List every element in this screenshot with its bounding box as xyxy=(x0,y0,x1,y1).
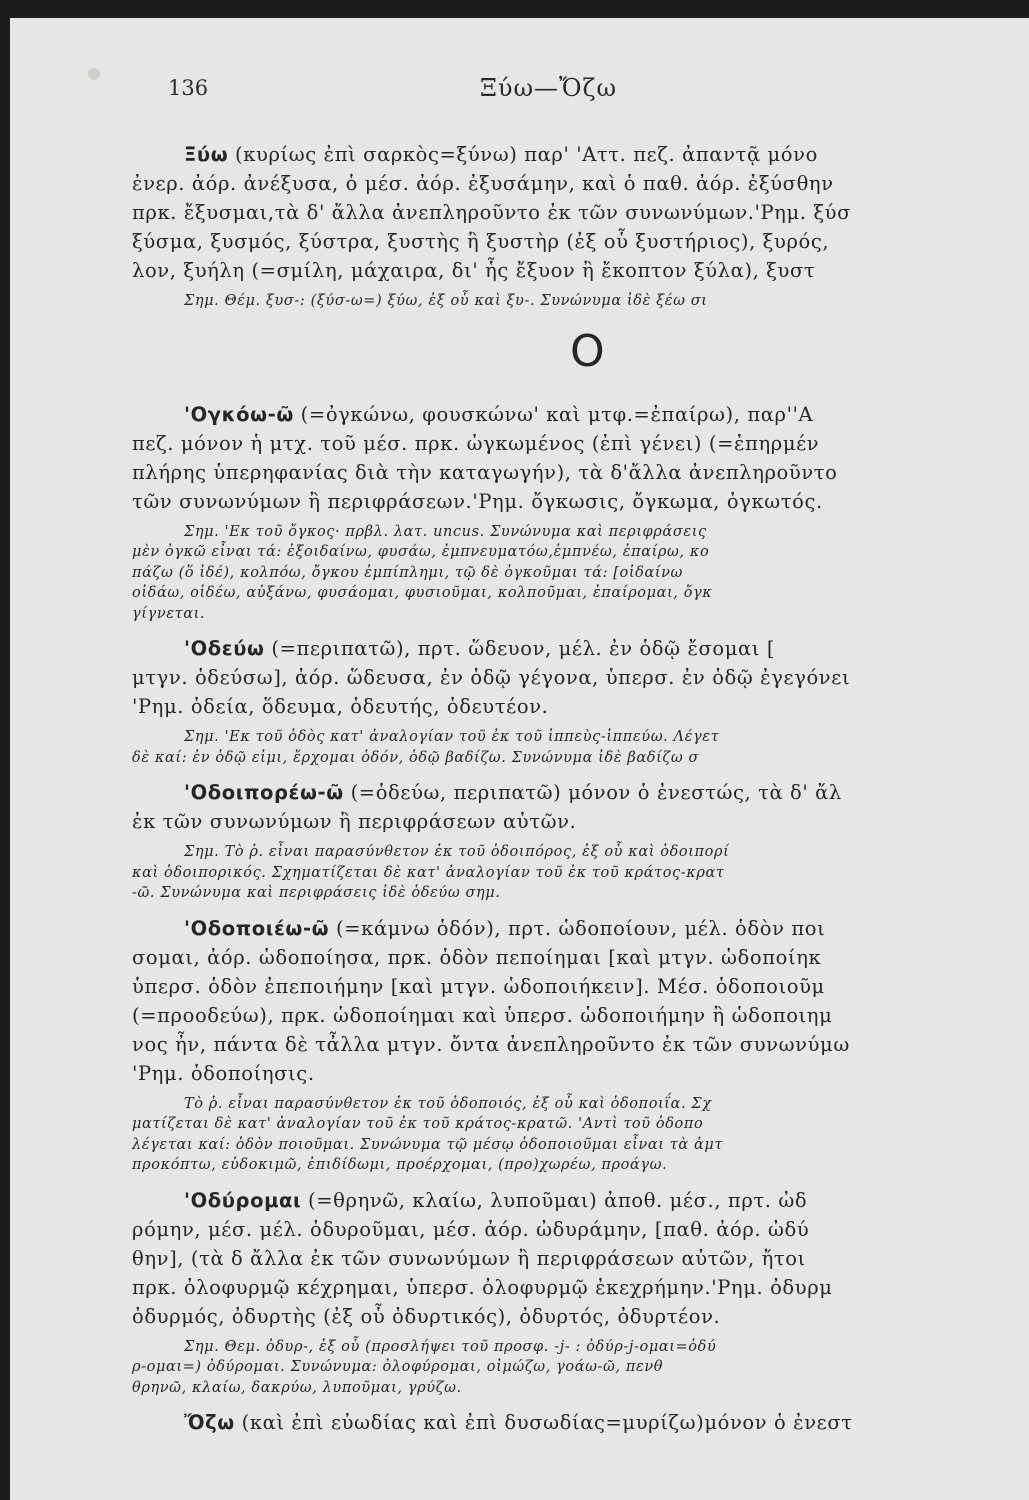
entry-line: ἐκ τῶν συνωνύμων ἢ περιφράσεων αὐτῶν. xyxy=(132,810,577,833)
entry-note xyxy=(132,727,1029,768)
entry-note xyxy=(132,842,1029,904)
dictionary-entry xyxy=(132,778,1029,904)
note-line: Σημ. 'Εκ τοῦ ὁδὸς κατ' ἀναλογίαν τοῦ ἐκ τοῦ ἱππεὺς-ἱππεύω. Λέγετ xyxy=(184,729,720,745)
headword: 'Οδοποιέω-ῶ xyxy=(184,916,330,940)
note-line: λέγεται καί: ὁδὸν ποιοῦμαι. Συνώνυμα τῷ μέσῳ ὁδοποιοῦμαι εἶναι τὰ ἁμτ xyxy=(132,1136,723,1153)
note-line: καὶ ὁδοιπορικός. Σχηματίζεται δὲ κατ' ἀναλογίαν τοῦ ἐκ τοῦ κράτος-κρατ xyxy=(132,864,725,881)
note-line: μὲν ὀγκῶ εἶναι τά: ἐξοιδαίνω, φυσάω, ἐμπνευματόω,ἐμπνέω, ἐπαίρω, κο xyxy=(132,544,710,560)
note-line: προκόπτω, εὐδοκιμῶ, ἐπιδίδωμι, προέρχομαι, (προ)χωρέω, προάγω. xyxy=(132,1157,668,1173)
page-number: 136 xyxy=(168,76,209,100)
headword: 'Οδύρομαι xyxy=(184,1188,302,1212)
entry-line: 'Ρημ. ὁδοποίησις. xyxy=(132,1061,315,1085)
entry-line: θην], (τὰ δ ἄλλα ἐκ τῶν συνωνύμων ἢ περιφράσεων αὐτῶν, ἤτοι xyxy=(132,1246,806,1270)
entry-line: 'Ογκόω-ῶ (=ὀγκώνω, φουσκώνω' καὶ μτφ.=ἐπαίρω), παρ''Α xyxy=(184,402,814,426)
entry-line: πεζ. μόνον ἡ μτχ. τοῦ μέσ. πρκ. ὠγκωμένος (ἐπὶ γένει) (=ἐπηρμέν xyxy=(132,431,820,455)
note-line: Σημ. 'Εκ τοῦ ὄγκος· πρβλ. λατ. uncus. Συνώνυμα καὶ περιφράσεις xyxy=(184,523,707,540)
dictionary-entry xyxy=(132,634,1029,768)
note-line: γίγνεται. xyxy=(132,605,206,622)
entry-line: ὑπερσ. ὁδὸν ἐπεποιήμην [καὶ μτγν. ὡδοποιήκειν]. Μέσ. ὁδοποιοῦμ xyxy=(132,974,825,998)
note-line: θρηνῶ, κλαίω, δακρύω, λυποῦμαι, γρύζω. xyxy=(132,1379,462,1396)
dictionary-entry xyxy=(132,1408,1029,1437)
section-letter: Ο xyxy=(570,325,605,377)
note-line: οἰδάω, οἰδέω, αὐξάνω, φυσάομαι, φυσιοῦμαι, κολποῦμαι, ἐπαίρομαι, ὄγκ xyxy=(132,585,713,601)
entry-line: (=προοδεύω), πρκ. ὡδοποίημαι καὶ ὑπερσ. ὡδοποιήμην ἢ ὡδοποιημ xyxy=(132,1003,833,1027)
entry-line: ἐνερ. ἀόρ. ἀνέξυσα, ὁ μέσ. ἀόρ. ἐξυσάμην, καὶ ὁ παθ. ἀόρ. ἐξύσθην xyxy=(132,172,834,195)
entry-line: ρόμην, μέσ. μέλ. ὀδυροῦμαι, μέσ. ἀόρ. ὠδυράμην, [παθ. ἀόρ. ὠδύ xyxy=(132,1217,810,1241)
entry-note xyxy=(132,522,1029,625)
note-line: ματίζεται δὲ κατ' ἀναλογίαν τοῦ ἐκ τοῦ κράτος-κρατῶ. 'Αντὶ τοῦ ὁδοπο xyxy=(132,1116,704,1132)
dictionary-content xyxy=(132,140,1029,1443)
headword: 'Ογκόω-ῶ xyxy=(184,402,294,426)
entry-line: λον, ξυήλη (=σμίλη, μάχαιρα, δι' ἧς ἔξυον ἢ ἔκοπτον ξύλα), ξυστ xyxy=(132,259,816,282)
headword: 'Οδοιπορέω-ῶ xyxy=(184,781,344,804)
entry-line: νος ἦν, πάντα δὲ τἆλλα μτγν. ὄντα ἀνεπληροῦντο ἐκ τῶν συνωνύμω xyxy=(132,1032,850,1056)
note-line: Σημ. Θέμ. ξυσ-: (ξύσ-ω=) ξύω, ἐξ οὗ καὶ ξυ-. Συνώνυμα ἰδὲ ξέω σι xyxy=(184,293,708,309)
entry-note xyxy=(132,291,1029,312)
dictionary-entry xyxy=(132,1186,1029,1399)
entry-line: πρκ. ὀλοφυρμῷ κέχρημαι, ὑπερσ. ὀλοφυρμῷ ἐκεχρήμην.'Ρημ. ὀδυρμ xyxy=(132,1275,833,1299)
book-page xyxy=(10,18,1029,1500)
entry-line: μτγν. ὁδεύσω], ἀόρ. ὥδευσα, ἐν ὁδῷ γέγονα, ὑπερσ. ἐν ὁδῷ ἐγεγόνει xyxy=(132,666,851,689)
dictionary-entry xyxy=(132,914,1029,1176)
note-line: Σημ. Τὸ ῥ. εἶναι παρασύνθετον ἐκ τοῦ ὁδοιπόρος, ἐξ οὗ καὶ ὁδοιπορί xyxy=(184,844,730,860)
entry-line: 'Ρημ. ὁδεία, ὅδευμα, ὁδευτής, ὁδευτέον. xyxy=(132,695,549,718)
page-header xyxy=(10,72,1029,112)
headword: Ξύω xyxy=(184,143,229,166)
entry-line: Ὄζω (καὶ ἐπὶ εὐωδίας καὶ ἐπὶ δυσωδίας=μυρίζω)μόνον ὁ ἐνεστ xyxy=(184,1411,853,1434)
running-head: Ξύω—Ὄζω xyxy=(480,74,618,102)
note-line: Σημ. Θεμ. ὀδυρ-, ἐξ οὗ (προσλήψει τοῦ προσφ. -j- : ὀδύρ-j-ομαι=ὀδύ xyxy=(184,1338,717,1355)
dictionary-entry xyxy=(132,140,1029,312)
dictionary-entry xyxy=(132,400,1029,625)
headword: 'Οδεύω xyxy=(184,637,265,660)
note-line: πάζω (ὅ ἰδέ), κολπόω, ὄγκου ἐμπίπλημι, τῷ δὲ ὀγκοῦμαι τά: [οἰδαίνω xyxy=(132,564,683,581)
entry-line: 'Οδύρομαι (=θρηνῶ, κλαίω, λυποῦμαι) ἀποθ. μέσ., πρτ. ὠδ xyxy=(184,1188,808,1212)
entry-line: Ξύω (κυρίως ἐπὶ σαρκὸς=ξύνω) παρ' 'Αττ. πεζ. ἀπαντᾷ μόνο xyxy=(184,143,818,166)
entry-note xyxy=(132,1094,1029,1176)
note-line: Τὸ ῥ. εἶναι παρασύνθετον ἐκ τοῦ ὁδοποιός, ἐξ οὗ καὶ ὁδοποιΐα. Σχ xyxy=(184,1095,712,1112)
entry-line: πλήρης ὑπερηφανίας διὰ τὴν καταγωγήν), τὰ δ'ἄλλα ἀνεπληροῦντο xyxy=(132,460,838,484)
entry-line: ξύσμα, ξυσμός, ξύστρα, ξυστὴς ἢ ξυστὴρ (ἐξ οὗ ξυστήριος), ξυρός, xyxy=(132,230,830,253)
entry-line: 'Οδοποιέω-ῶ (=κάμνω ὁδόν), πρτ. ὡδοποίουν, μέλ. ὁδὸν ποι xyxy=(184,916,826,940)
note-line: δὲ καί: ἐν ὁδῷ εἰμι, ἔρχομαι ὁδόν, ὁδῷ βαδίζω. Συνώνυμα ἰδὲ βαδίζω σ xyxy=(132,749,699,766)
note-line: ρ-ομαι=) ὀδύρομαι. Συνώνυμα: ὀλοφύρομαι, οἰμώζω, γοάω-ῶ, πενθ xyxy=(132,1359,664,1375)
entry-line: 'Οδοιπορέω-ῶ (=ὁδεύω, περιπατῶ) μόνον ὁ ἐνεστώς, τὰ δ' ἄλ xyxy=(184,781,842,804)
entry-line: 'Οδεύω (=περιπατῶ), πρτ. ὥδευον, μέλ. ἐν ὁδῷ ἔσομαι [ xyxy=(184,637,776,660)
entry-line: ὀδυρμός, ὀδυρτὴς (ἐξ οὗ ὀδυρτικός), ὀδυρτός, ὀδυρτέον. xyxy=(132,1304,721,1328)
entry-note xyxy=(132,1337,1029,1399)
headword: Ὄζω xyxy=(184,1411,235,1434)
entry-line: τῶν συνωνύμων ἢ περιφράσεων.'Ρημ. ὄγκωσις, ὄγκωμα, ὀγκωτός. xyxy=(132,489,823,513)
entry-line: σομαι, ἀόρ. ὡδοποίησα, πρκ. ὁδὸν πεποίημαι [καὶ μτγν. ὡδοποίηκ xyxy=(132,945,822,969)
entry-line: πρκ. ἔξυσμαι,τὰ δ' ἄλλα ἀνεπληροῦντο ἐκ τῶν συνωνύμων.'Ρημ. ξύσ xyxy=(132,201,852,224)
note-line: -ῶ. Συνώνυμα καὶ περιφράσεις ἰδὲ ὁδεύω σημ. xyxy=(132,885,501,901)
